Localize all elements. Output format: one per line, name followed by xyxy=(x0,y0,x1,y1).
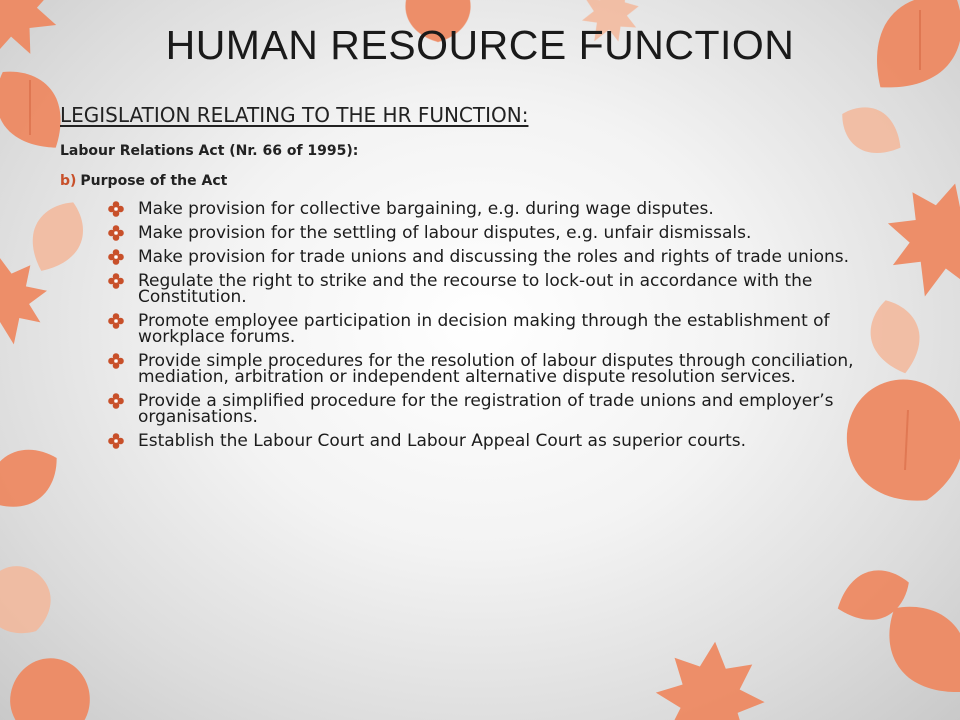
section-letter: b) xyxy=(60,173,77,189)
flower-bullet-icon xyxy=(108,201,124,217)
flower-bullet-icon xyxy=(108,273,124,289)
section-heading xyxy=(60,173,227,189)
flower-bullet-icon xyxy=(108,249,124,265)
list-item xyxy=(108,225,883,241)
list-item-text: Establish the Labour Court and Labour Appeal Court as superior courts. xyxy=(138,431,747,451)
list-item xyxy=(108,433,883,449)
list-item-text: Make provision for collective bargaining, e.g. during wage disputes. xyxy=(138,199,714,219)
flower-bullet-icon xyxy=(108,393,124,409)
list-item xyxy=(108,249,883,265)
list-item xyxy=(108,273,883,305)
section-title: Purpose of the Act xyxy=(80,173,228,189)
list-item xyxy=(108,353,883,385)
list-item-text: Make provision for the settling of labour disputes, e.g. unfair dismissals. xyxy=(138,223,752,243)
list-item xyxy=(108,393,883,425)
flower-bullet-icon xyxy=(108,313,124,329)
list-item-text: Make provision for trade unions and discussing the roles and rights of trade unions. xyxy=(138,247,850,267)
slide-title: HUMAN RESOURCE FUNCTION xyxy=(165,22,795,68)
flower-bullet-icon xyxy=(108,225,124,241)
act-name: Labour Relations Act (Nr. 66 of 1995): xyxy=(60,143,359,159)
purpose-list xyxy=(108,201,883,457)
flower-bullet-icon xyxy=(108,433,124,449)
list-item-text: Promote employee participation in decision making through the establishment of workplace forums. xyxy=(138,311,830,347)
list-item-text: Provide a simplified procedure for the registration of trade unions and employer’s organisations. xyxy=(138,391,834,427)
list-item-text: Provide simple procedures for the resolution of labour disputes through conciliation, mediation, arbitration or independent alternative dispute resolution services. xyxy=(138,351,854,387)
flower-bullet-icon xyxy=(108,353,124,369)
slide-subtitle: LEGISLATION RELATING TO THE HR FUNCTION: xyxy=(60,103,529,127)
list-item xyxy=(108,313,883,345)
list-item xyxy=(108,201,883,217)
list-item-text: Regulate the right to strike and the recourse to lock-out in accordance with the Constitution. xyxy=(138,271,813,307)
